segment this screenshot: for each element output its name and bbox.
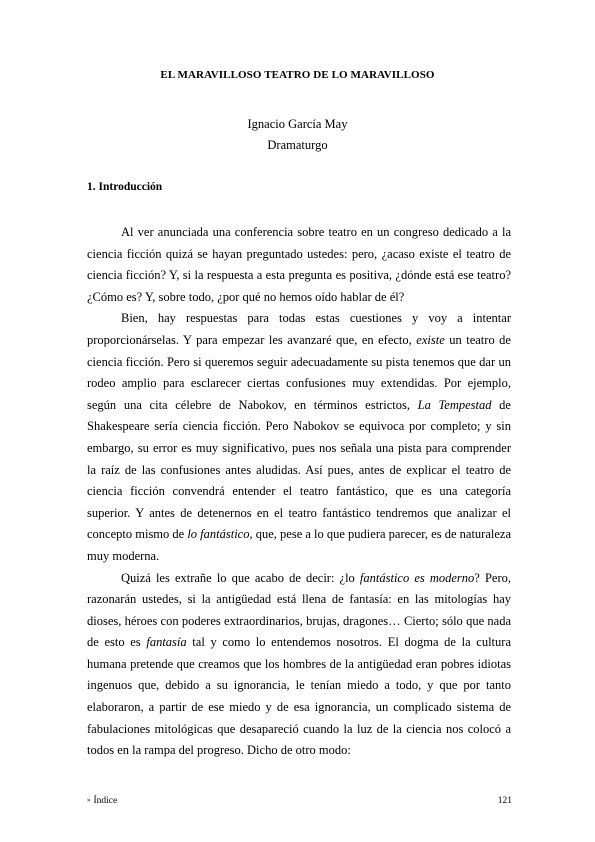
italic-text: fantasía	[146, 635, 187, 650]
text-run: un teatro de ciencia ficción. Pero si queremos seguir adecuadamente su pista tenemos que dar un rodeo amplio para esclarecer ciertas confusiones muy extendidas. Por ejemplo, según una cita célebre de Nabokov, en términos estrictos,	[87, 332, 511, 412]
author-name: Ignacio García May	[247, 117, 348, 131]
italic-text: existe	[416, 332, 445, 347]
italic-text: La Tempestad	[417, 397, 492, 412]
page-number: 121	[497, 796, 512, 806]
italic-text: lo fantástico	[187, 527, 250, 542]
text-run: tal y como lo entendemos nosotros. El dogma de la cultura humana pretende que creamos que los hombres de la antigüedad eran pobres idiotas ingenuos que, debido a su ignorancia, le tenían miedo a todo, y que por tanto elaboraron, a partir de ese miedo y de esa ignorancia, un complicado sistema de fabulaciones mitológicas que desapareció cuando la luz de la ciencia nos colocó a todos en la rampa del progreso. Dicho de otro modo:	[87, 635, 511, 758]
index-link[interactable]	[87, 796, 117, 806]
text-run: Quizá les extrañe lo que acabo de decir: ¿lo	[121, 570, 360, 585]
text-run: de Shakespeare sería ciencia ficción. Pero Nabokov se equivoca por completo; y sin embargo, su error es muy significativo, pues nos señala una pista para comprender la raíz de las confusiones antes aludidas. Así pues, antes de explicar el teatro de ciencia ficción convendrá entender el teatro fantástico, que es una categoría superior. Y antes de detenernos en el teatro fantástico tendremos que analizar el concepto mismo de	[87, 397, 511, 542]
text-run: Bien, hay respuestas para todas estas cuestiones y voy a intentar proporcionárselas. Y para empezar les avanzaré que, en efecto,	[87, 311, 511, 347]
index-link-label: Índice	[93, 796, 118, 806]
paragraph	[87, 308, 511, 567]
paragraph	[87, 568, 511, 762]
text-run: Al ver anunciada una conferencia sobre teatro en un congreso dedicado a la ciencia ficción quizá se hayan preguntado ustedes: pero, ¿acaso existe el teatro de ciencia ficción? Y, si la respuesta a esta pregunta es positiva, ¿dónde está ese teatro? ¿Cómo es? Y, sobre todo, ¿por qué no hemos oído hablar de él?	[87, 225, 511, 304]
italic-text: fantástico es moderno	[359, 570, 475, 585]
author-role: Dramaturgo	[267, 138, 328, 152]
paragraph	[87, 222, 511, 308]
body-text	[87, 222, 511, 762]
bullet-icon: »	[87, 796, 91, 804]
text-run: , que, pese a lo que pudiera parecer, es de naturaleza muy moderna.	[87, 527, 511, 563]
section-heading: 1. Introducción	[87, 181, 163, 193]
text-run: ? Pero, razonarán ustedes, si la antigüedad está llena de fantasía: en las mitologías hay dioses, héroes con poderes extraordinarios, brujas, dragones… Cierto; sólo que nada de esto es	[87, 570, 511, 650]
document-title: EL MARAVILLOSO TEATRO DE LO MARAVILLOSO	[160, 69, 435, 81]
